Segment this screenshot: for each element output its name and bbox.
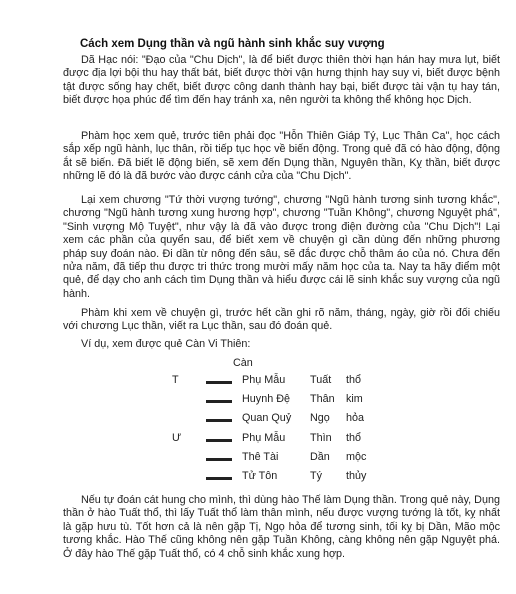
- hexagram-line: [172, 393, 372, 411]
- hexagram-line: [172, 432, 372, 450]
- paragraph-5: Ví dụ, xem được quẻ Càn Vi Thiên:: [81, 338, 251, 350]
- paragraph-6: Nếu tự đoán cát hung cho mình, thì dùng hào Thế làm Dụng thần. Trong quẻ này, Dụng thần ở hào Tuất thổ, thì lấy Tuất thổ làm thân mình, nếu được vượng tướng là tốt, kỵ nhất là gặp hưu tù. Tốt hơn cả là nên gặp Tị, Ngọ hỏa để tương sinh, tối kỵ bị Dần, Mão mộc tương khắc. Hào Thế cũng không nên gặp Tuần Không, càng không nên gặp Nguyệt phá. Ở đây hào Thế gặp Tuất thổ, có 4 chỗ sinh khắc xung hợp.: [63, 494, 500, 560]
- yang-bar: [206, 419, 232, 422]
- line-marker: T: [172, 374, 179, 386]
- line-branch: Ngọ: [310, 412, 330, 425]
- yang-bar: [206, 458, 232, 461]
- line-element: thổ: [346, 374, 362, 386]
- paragraph-4: Phàm khi xem về chuyện gì, trước hết cần ghi rõ năm, tháng, ngày, giờ rồi đối chiếu với chương Lục thần, viết ra Lục thần, sau đó đoán quẻ.: [63, 307, 500, 333]
- line-element: kim: [346, 393, 363, 406]
- hexagram-line: [172, 374, 372, 392]
- paragraph-3: Lại xem chương "Tứ thời vượng tướng", chương "Ngũ hành tương sinh tương khắc", chương "Ngũ hành tương xung hương hợp", chương "Tuần Không", chương Nguyệt phá", "Sinh vượng Mộ Tuyệt", như vậy là đã vào được trong điện đường của "Chu Dịch"! Lại xem các phần của quyển sau, để biết xem về chuyện gì cần dùng đến những phương pháp suy đoán nào. Đi dần từ nông đến sâu, sẽ đắc được chỗ thâm áo của nó. Chưa đến nửa năm, đã tiếp thu được tri thức trong mười mấy năm học của ta. Nay ta hãy điểm một quẻ, để dạy cho anh cách tìm Dụng thần và hiểu được cái lẽ sinh khắc suy vượng của ngũ hành.: [63, 194, 500, 300]
- line-element: thủy: [346, 470, 367, 482]
- line-relative: Phụ Mẫu: [242, 374, 286, 386]
- line-element: hỏa: [346, 412, 365, 425]
- line-branch: Thìn: [310, 431, 332, 444]
- line-branch: Thân: [310, 393, 335, 406]
- line-branch: Dần: [310, 450, 330, 463]
- line-relative: Phụ Mẫu: [242, 431, 286, 444]
- page-title: Cách xem Dụng thần và ngũ hành sinh khắc suy vượng: [80, 38, 385, 50]
- hexagram-line: [172, 470, 372, 488]
- line-element: mộc: [346, 450, 367, 463]
- hexagram-name: Càn: [233, 357, 253, 369]
- line-marker: Ư: [172, 431, 182, 444]
- line-element: thổ: [346, 431, 362, 444]
- paragraph-2: Phàm học xem quẻ, trước tiên phải đọc "Hỗn Thiên Giáp Tý, Lục Thân Ca", học cách sắp xếp ngũ hành, lục thân, rồi tiếp tục học về biến động. Trong quẻ đã có hào động, động ắt sẽ biến. Đã biết lẽ động biến, sẽ xem đến Dụng thần, Nguyên thần, Kỵ thần, biết được những lẽ đó là đã bước vào được cánh cửa của "Chu Dịch".: [63, 130, 500, 183]
- line-relative: Tử Tôn: [242, 470, 278, 482]
- yang-bar: [206, 477, 232, 480]
- line-branch: Tý: [310, 470, 322, 482]
- hexagram-line: [172, 412, 372, 430]
- yang-bar: [206, 439, 232, 442]
- yang-bar: [206, 400, 232, 403]
- line-relative: Quan Quỷ: [242, 412, 292, 425]
- line-relative: Huynh Đệ: [242, 393, 291, 406]
- yang-bar: [206, 381, 232, 384]
- line-branch: Tuất: [310, 374, 332, 386]
- line-relative: Thê Tài: [242, 450, 279, 463]
- hexagram-line: [172, 451, 372, 469]
- hexagram-figure: [172, 357, 388, 487]
- paragraph-1: Dã Hạc nói: "Đạo của "Chu Dịch", là để biết được thiên thời hạn hán hay mưa lụt, biết được địa lợi bội thu hay thất bát, biết được thời vận hưng thịnh hay suy vi, biết được bệnh tật được sống hay chết, biết được công danh thành hay bại, biết được tài vận tụ hay tán, biết được họa phúc để tìm đến hay tránh xa, nên người ta không thể không học Dịch.: [63, 54, 500, 107]
